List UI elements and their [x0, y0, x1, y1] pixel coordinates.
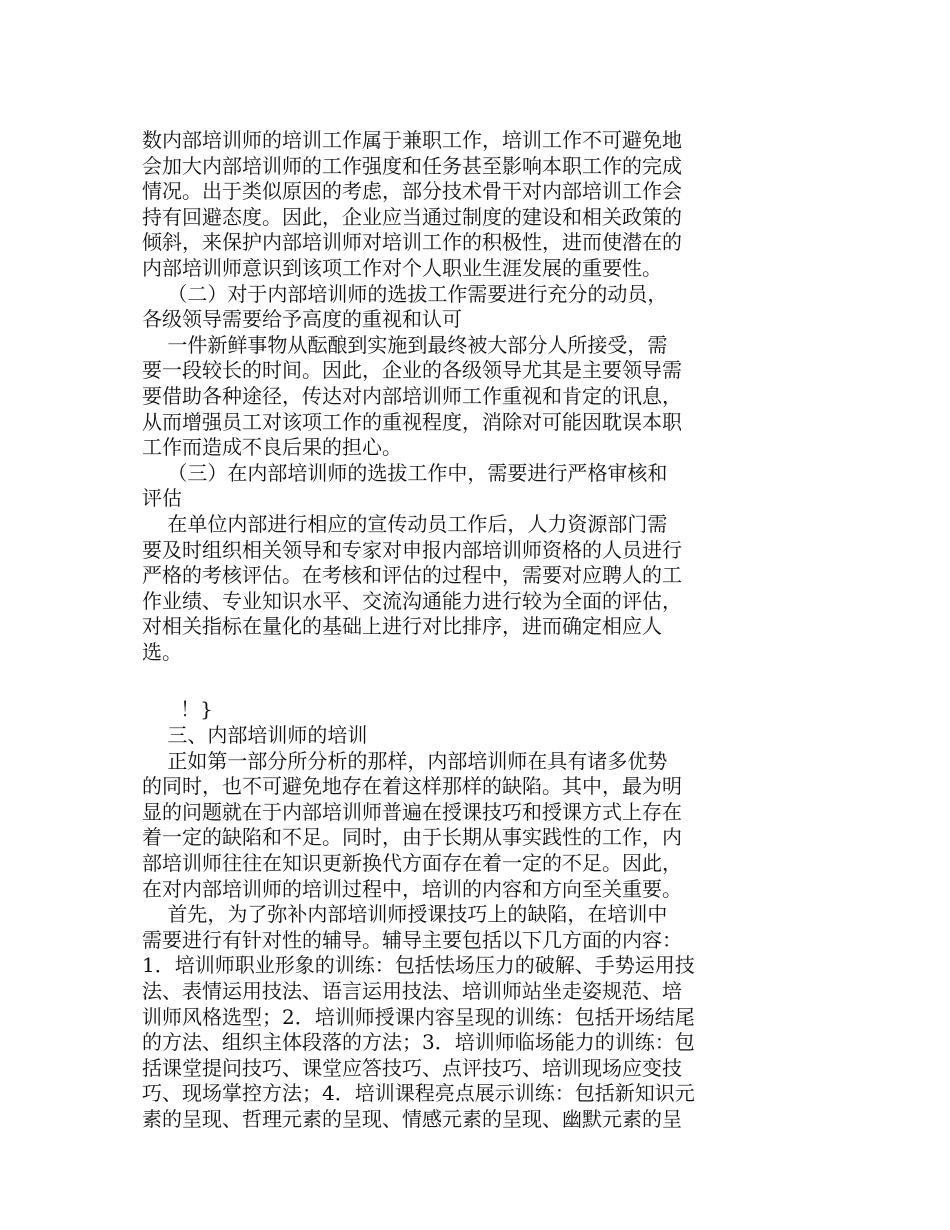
body-line: 会加大内部培训师的工作强度和任务甚至影响本职工作的完成 [142, 153, 682, 178]
body-line: 在对内部培训师的培训过程中，培训的内容和方向至关重要。 [142, 876, 682, 901]
section-heading-2: （二）对于内部培训师的选拔工作需要进行充分的动员， [142, 281, 668, 306]
body-line: 括课堂提问技巧、课堂应答技巧、点评技巧、培训现场应变技 [142, 1055, 682, 1080]
section-heading-2-cont: 各级领导需要给予高度的重视和认可 [142, 307, 462, 332]
body-line: 作业绩、专业知识水平、交流沟通能力进行较为全面的评估， [142, 588, 682, 613]
paragraph-gap [142, 665, 752, 697]
body-line: 内部培训师意识到该项工作对个人职业生涯发展的重要性。 [142, 255, 662, 280]
body-line: 的方法、组织主体段落的方法；3．培训师临场能力的训练：包 [142, 1030, 695, 1055]
body-line: 对相关指标在量化的基础上进行对比排序，进而确定相应人 [142, 614, 662, 639]
section-heading-3: （三）在内部培训师的选拔工作中，需要进行严格审核和 [142, 460, 668, 485]
body-line: 持有回避态度。因此，企业应当通过制度的建设和相关政策的 [142, 204, 682, 229]
stray-marker: ！} [142, 697, 213, 722]
body-line: 严格的考核评估。在考核和评估的过程中，需要对应聘人的工 [142, 563, 682, 588]
body-line: 素的呈现、哲理元素的呈现、情感元素的呈现、幽默元素的呈 [142, 1106, 682, 1131]
body-line: 从而增强员工对该项工作的重视程度，消除对可能因耽误本职 [142, 409, 682, 434]
body-line: 在单位内部进行相应的宣传动员工作后，人力资源部门需 [142, 511, 668, 536]
body-line: 正如第一部分所分析的那样，内部培训师在具有诸多优势 [142, 748, 668, 773]
chapter-heading: 三、内部培训师的培训 [142, 723, 368, 748]
body-line: 着一定的缺陷和不足。同时，由于长期从事实践性的工作，内 [142, 825, 682, 850]
document-body [142, 128, 752, 1133]
body-line: 法、表情运用技法、语言运用技法、培训师站坐走姿规范、培 [142, 979, 682, 1003]
body-line: 训师风格选型；2．培训师授课内容呈现的训练：包括开场结尾 [142, 1004, 695, 1029]
body-line: 需要进行有针对性的辅导。辅导主要包括以下几方面的内容： [142, 927, 682, 952]
body-line: 要一段较长的时间。因此，企业的各级领导尤其是主要领导需 [142, 358, 682, 383]
body-line: 倾斜，来保护内部培训师对培训工作的积极性，进而使潜在的 [142, 230, 682, 255]
body-line: 要及时组织相关领导和专家对申报内部培训师资格的人员进行 [142, 537, 682, 562]
body-line: 工作而造成不良后果的担心。 [142, 435, 402, 460]
body-line: 部培训师往往在知识更新换代方面存在着一定的不足。因此， [142, 851, 682, 876]
body-line: 数内部培训师的培训工作属于兼职工作，培训工作不可避免地 [142, 128, 682, 152]
body-line: 的同时，也不可避免地存在着这样那样的缺陷。其中，最为明 [142, 774, 682, 799]
body-line: 一件新鲜事物从酝酿到实施到最终被大部分人所接受，需 [142, 332, 668, 357]
section-heading-3-cont: 评估 [142, 486, 182, 511]
body-line: 1．培训师职业形象的训练：包括怯场压力的破解、手势运用技 [142, 953, 695, 978]
body-line: 选。 [142, 639, 182, 664]
body-line: 首先，为了弥补内部培训师授课技巧上的缺陷，在培训中 [142, 902, 668, 927]
body-line: 情况。出于类似原因的考虑，部分技术骨干对内部培训工作会 [142, 179, 682, 204]
body-line: 巧、现场掌控方法；4．培训课程亮点展示训练：包括新知识元 [142, 1081, 695, 1106]
body-line: 显的问题就在于内部培训师普遍在授课技巧和授课方式上存在 [142, 799, 682, 824]
body-line: 要借助各种途径，传达对内部培训师工作重视和肯定的讯息， [142, 383, 682, 408]
